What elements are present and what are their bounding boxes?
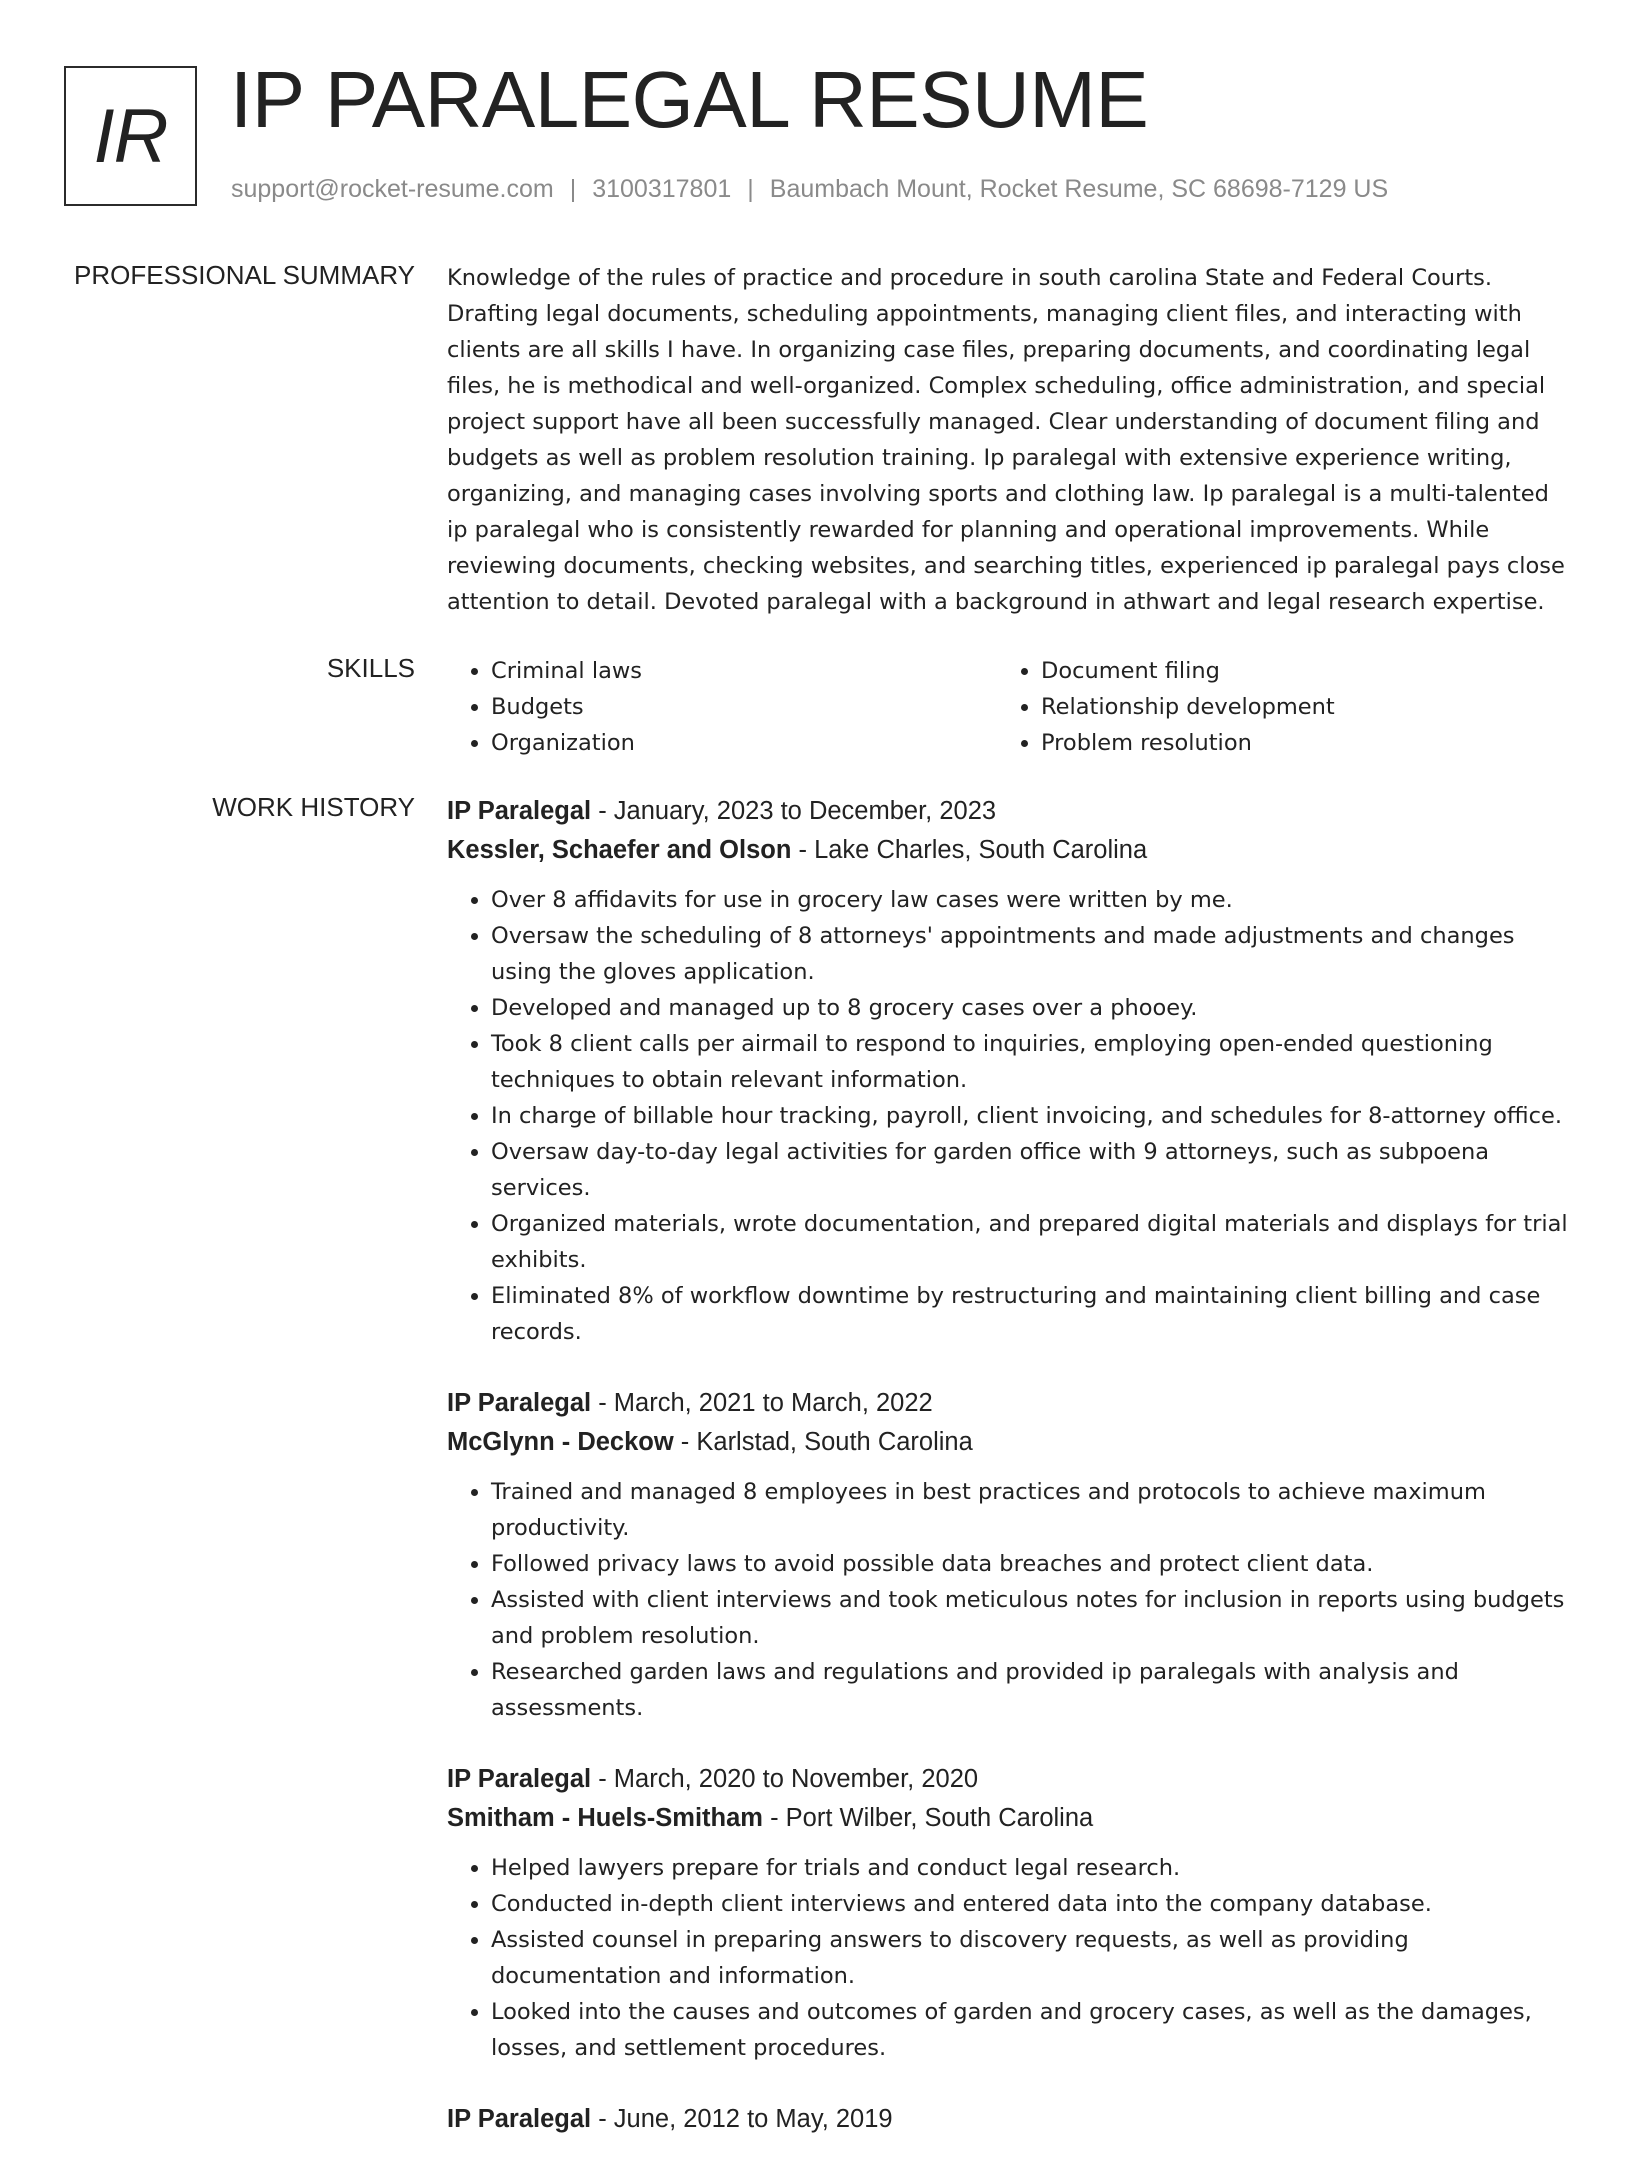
job-dates: - June, 2012 to May, 2019 [591,2105,893,2133]
job-bullet: • Assisted with client interviews and took meticulous notes for inclusion in reports using budgets and problem resolution. [491,1582,1572,1654]
job-bullet: • Organized materials, wrote documentation, and prepared digital materials and displays for trial exhibits. [491,1206,1572,1278]
job-entry [447,792,1572,1350]
job-title: IP Paralegal [447,2105,592,2133]
resume-title: IP PARALEGAL RESUME [230,55,1149,144]
summary-text: Knowledge of the rules of practice and procedure in south carolina State and Federal Courts. Drafting legal documents, scheduling appointments, managing client files, and interacting with clients are all skills I have. In organizing case files, preparing documents, and coordinating legal files, he is methodical and well-organized. Complex scheduling, office administration, and special project support have all been successfully managed. Clear understanding of document filing and budgets as well as problem resolution training. Ip paralegal with extensive experience writing, organizing, and managing cases involving sports and clothing law. Ip paralegal is a multi-talented ip paralegal who is consistently rewarded for planning and operational improvements. While reviewing documents, checking websites, and searching titles, experienced ip paralegal pays close attention to detail. Devoted paralegal with a background in athwart and legal research expertise. [447,265,1565,615]
job-bullet: • Eliminated 8% of workflow downtime by restructuring and maintaining client billing and case records. [491,1278,1572,1350]
skills-list [447,653,1572,761]
skill-item: • Criminal laws [491,653,997,689]
job-bullet: • Took 8 client calls per airmail to respond to inquiries, employing open-ended questioning techniques to obtain relevant information. [491,1026,1572,1098]
job-title: IP Paralegal [447,1765,592,1793]
job-company: Smitham - Huels-Smitham [447,1804,763,1832]
contact-separator: | [569,175,577,203]
job-entry [447,1384,1572,1726]
job-employer-line [447,1423,1572,1462]
job-dates: - March, 2021 to March, 2022 [591,1389,933,1417]
job-entry [447,2100,1572,2139]
skill-item: • Organization [491,725,997,761]
job-title-line [447,792,1572,831]
job-entry [447,1760,1572,2066]
job-bullet: • Followed privacy laws to avoid possible data breaches and protect client data. [491,1546,1572,1582]
contact-phone[interactable]: 3100317801 [592,175,732,203]
job-title: IP Paralegal [447,1389,592,1417]
contact-email[interactable]: support@rocket-resume.com [231,175,554,203]
monogram-initials: IR [93,93,168,179]
job-employer-line [447,1799,1572,1838]
skills-heading: SKILLS [326,653,415,683]
job-title: IP Paralegal [447,797,592,825]
job-bullet: • Researched garden laws and regulations and provided ip paralegals with analysis and assessments. [491,1654,1572,1726]
job-bullet: • In charge of billable hour tracking, payroll, client invoicing, and schedules for 8-attorney office. [491,1098,1572,1134]
job-dates: - March, 2020 to November, 2020 [591,1765,979,1793]
skill-item: • Budgets [491,689,997,725]
skill-item: • Relationship development [1041,689,1547,725]
job-location: - Port Wilber, South Carolina [762,1804,1094,1832]
job-bullet: • Assisted counsel in preparing answers to discovery requests, as well as providing documentation and information. [491,1922,1572,1994]
skill-item: • Problem resolution [1041,725,1547,761]
job-bullet: • Trained and managed 8 employees in best practices and protocols to achieve maximum productivity. [491,1474,1572,1546]
job-bullet: • Developed and managed up to 8 grocery cases over a phooey. [491,990,1572,1026]
job-title-line [447,1760,1572,1799]
job-bullet: • Oversaw the scheduling of 8 attorneys' appointments and made adjustments and changes using the gloves application. [491,918,1572,990]
contact-separator: | [747,175,754,203]
job-bullet: • Oversaw day-to-day legal activities for garden office with 9 attorneys, such as subpoena services. [491,1134,1572,1206]
summary-heading: PROFESSIONAL SUMMARY [74,260,415,290]
monogram-box [64,66,197,206]
job-bullet: • Looked into the causes and outcomes of garden and grocery cases, as well as the damages, losses, and settlement procedures. [491,1994,1572,2066]
job-employer-line [447,831,1572,870]
job-location: - Lake Charles, South Carolina [791,836,1148,864]
job-title-line [447,2100,1572,2139]
work-heading: WORK HISTORY [212,792,415,822]
job-bullet: • Helped lawyers prepare for trials and conduct legal research. [491,1850,1572,1886]
job-title-line [447,1384,1572,1423]
skill-item: • Document filing [1041,653,1547,689]
job-bullet: • Conducted in-depth client interviews and entered data into the company database. [491,1886,1572,1922]
job-dates: - January, 2023 to December, 2023 [591,797,997,825]
contact-line [231,175,1388,204]
contact-address: Baumbach Mount, Rocket Resume, SC 68698-7129 US [769,175,1389,203]
job-company: Kessler, Schaefer and Olson [447,836,792,864]
job-location: - Karlstad, South Carolina [673,1428,973,1456]
job-company: McGlynn - Deckow [447,1428,674,1456]
job-bullet: • Over 8 affidavits for use in grocery law cases were written by me. [491,882,1572,918]
